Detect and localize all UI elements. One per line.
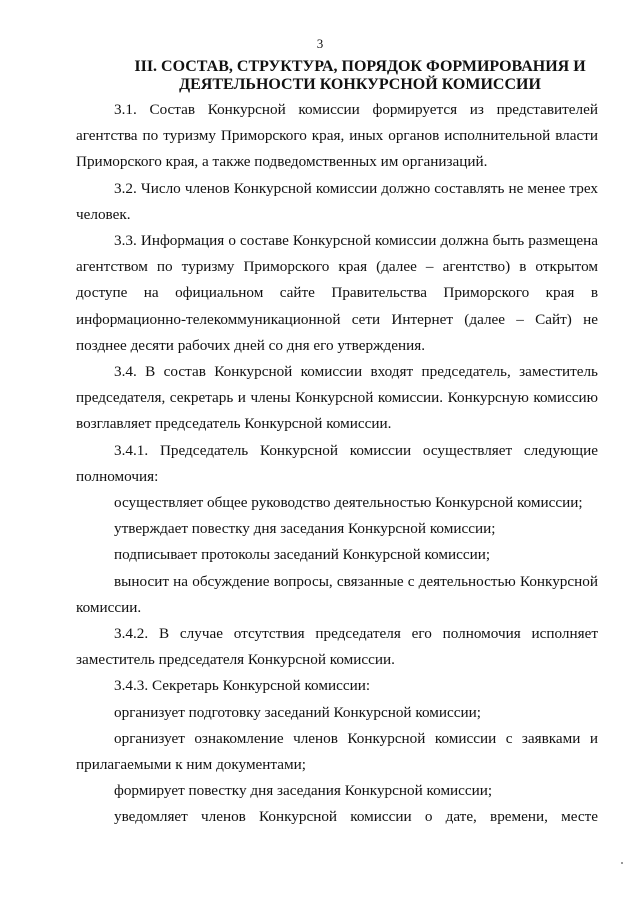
list-item: организует ознакомление членов Конкурсной комиссии с заявками и прилагаемыми к ним документами; [76, 729, 598, 774]
paragraph-3-3: 3.3. Информация о составе Конкурсной комиссии должна быть размещена агентством по туризму Приморского края (далее – агентство) в открытом доступе на официальном сайте Правительства Приморского края в информационно-телекоммуникационной сети Интернет (далее – Сайт) не позднее десяти рабочих дней со дня его утверждения. [76, 232, 598, 354]
list-item: осуществляет общее руководство деятельностью Конкурсной комиссии; [114, 494, 583, 512]
paragraph-3-2: 3.2. Число членов Конкурсной комиссии должно составлять не менее трех человек. [76, 179, 598, 223]
list-item: организует подготовку заседаний Конкурсной комиссии; [114, 703, 481, 721]
list-item: утверждает повестку дня заседания Конкурсной комиссии; [114, 520, 496, 538]
list-item: уведомляет членов Конкурсной комиссии о дате, времени, месте [114, 808, 598, 826]
section-heading-line-2: ДЕЯТЕЛЬНОСТИ КОНКУРСНОЙ КОМИССИИ [179, 76, 541, 93]
section-heading [100, 58, 620, 94]
page-number: 3 [316, 36, 324, 51]
list-item: формирует повестку дня заседания Конкурсной комиссии; [114, 782, 493, 800]
document-body [76, 97, 598, 831]
section-heading-line-1: III. СОСТАВ, СТРУКТУРА, ПОРЯДОК ФОРМИРОВАНИЯ И [134, 58, 586, 75]
list-item: выносит на обсуждение вопросы, связанные с деятельностью Конкурсной комиссии. [76, 572, 598, 616]
paragraph-3-4-2: 3.4.2. В случае отсутствия председателя его полномочия исполняет заместитель председателя Конкурсной комиссии. [76, 625, 598, 669]
list-item: подписывает протоколы заседаний Конкурсной комиссии; [114, 546, 491, 564]
paragraph-3-1: 3.1. Состав Конкурсной комиссии формируется из представителей агентства по туризму Приморского края, иных органов исполнительной власти Приморского края, а также подведомственных им организаций. [76, 101, 598, 171]
paragraph-3-4-1: 3.4.1. Председатель Конкурсной комиссии осуществляет следующие полномочия: [76, 441, 598, 485]
paragraph-3-4-3: 3.4.3. Секретарь Конкурсной комиссии: [114, 677, 371, 695]
paragraph-3-4: 3.4. В состав Конкурсной комиссии входят председатель, заместитель председателя, секретарь и члены Конкурсной комиссии. Конкурсную комиссию возглавляет председатель Конкурсной комиссии. [76, 363, 598, 433]
scan-speck [621, 862, 623, 864]
